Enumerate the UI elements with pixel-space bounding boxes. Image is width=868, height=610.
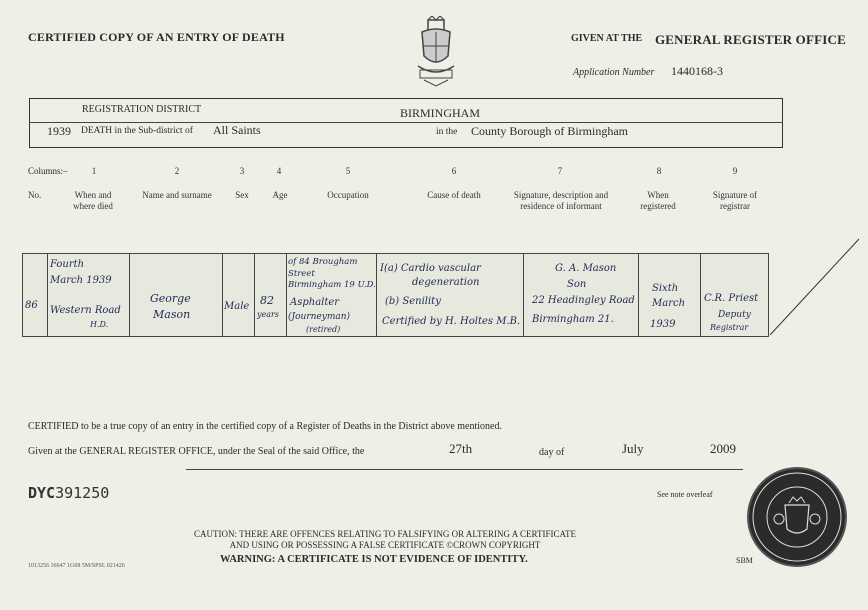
entry-cause-line: degeneration xyxy=(412,277,480,288)
column-header-age: Age xyxy=(272,190,288,200)
column-number: 5 xyxy=(345,166,351,176)
entry-cause-line: (b) Senility xyxy=(385,296,441,307)
entry-when-line: Fourth xyxy=(50,259,85,270)
caution-text xyxy=(160,529,610,551)
given-at-text: Given at the GENERAL REGISTER OFFICE, under the Seal of the said Office, the xyxy=(28,446,365,457)
certificate-title: CERTIFIED COPY OF AN ENTRY OF DEATH xyxy=(28,30,285,44)
caution-line: CAUTION: THERE ARE OFFENCES RELATING TO FALSIFYING OR ALTERING A CERTIFICATE xyxy=(194,529,576,539)
column-number: 6 xyxy=(451,166,457,176)
entry-sex: Male xyxy=(224,301,250,312)
print-code: 1013256 16647 1G08 5M/SPSL 021426 xyxy=(28,563,125,569)
column-header-registered: When registered xyxy=(640,190,676,211)
caution-line: AND USING OR POSSESSING A FALSE CERTIFICATE ©CROWN COPYRIGHT xyxy=(229,540,541,550)
entry-forename: George xyxy=(150,292,191,305)
entry-occupation: Asphalter xyxy=(290,297,340,308)
entry-age: 82 xyxy=(260,294,274,307)
application-number-label: Application Number xyxy=(573,67,655,78)
certification-statement: CERTIFIED to be a true copy of an entry in the certified copy of a Register of Deaths in the District above mentioned. xyxy=(28,421,502,432)
entry-when-line: March 1939 xyxy=(50,275,112,286)
subdistrict-label: DEATH in the Sub-district of xyxy=(81,126,193,136)
entry-occupation-detail: (retired) xyxy=(306,325,341,334)
entry-where-line: Western Road xyxy=(50,305,121,316)
identity-warning: WARNING: A CERTIFICATE IS NOT EVIDENCE OF IDENTITY. xyxy=(220,554,528,565)
serial-digits: 391250 xyxy=(55,484,110,502)
entry-informant-name: G. A. Mason xyxy=(555,263,617,274)
entry-registered-day: Sixth xyxy=(652,283,679,294)
entry-informant-address: Birmingham 21. xyxy=(532,314,614,325)
column-header-no: No. xyxy=(28,190,42,200)
general-register-office-seal xyxy=(747,467,847,567)
footer-rule xyxy=(186,469,743,470)
subdistrict-value: All Saints xyxy=(213,123,261,137)
column-number: 1 xyxy=(91,166,97,176)
column-header-name: Name and surname xyxy=(142,190,212,200)
entry-informant-address: 22 Headingley Road xyxy=(532,295,635,306)
column-number: 2 xyxy=(174,166,180,176)
issuer-prefix: GIVEN AT THE xyxy=(571,33,643,44)
cancellation-line xyxy=(767,236,862,338)
column-number: 3 xyxy=(239,166,245,176)
registration-divider xyxy=(29,122,783,123)
column-number: 7 xyxy=(557,166,563,176)
entry-registrar-title: Registrar xyxy=(710,323,749,332)
entry-registrar-title: Deputy xyxy=(718,310,751,320)
sbm-mark: SBM xyxy=(736,556,753,565)
see-note: See note overleaf xyxy=(657,490,713,499)
certification-day: 27th xyxy=(449,441,473,456)
column-header-informant: Signature, description and residence of informant xyxy=(513,190,609,211)
entry-informant-relation: Son xyxy=(567,279,587,290)
entry-registrar-name: C.R. Priest xyxy=(704,293,759,304)
column-number: 9 xyxy=(732,166,738,176)
registration-year: 1939 xyxy=(47,124,71,138)
column-number: 8 xyxy=(656,166,662,176)
entry-cause-line: I(a) Cardio vascular xyxy=(380,263,481,274)
entry-number: 86 xyxy=(25,300,38,311)
county-value: County Borough of Birmingham xyxy=(471,124,628,138)
serial-number xyxy=(28,484,109,502)
district-value: BIRMINGHAM xyxy=(400,106,481,120)
column-header-registrar: Signature of registrar xyxy=(712,190,758,211)
entry-registered-year: 1939 xyxy=(650,319,676,330)
column-header-cause: Cause of death xyxy=(427,190,481,200)
certification-year: 2009 xyxy=(710,441,736,456)
columns-label: Columns:– xyxy=(28,166,68,176)
entry-occupation-address: of 84 Brougham Street xyxy=(288,257,358,279)
serial-prefix: DYC xyxy=(28,484,56,502)
application-number: 1440168-3 xyxy=(671,64,723,78)
day-of-label: day of xyxy=(539,447,565,458)
column-header-sex: Sex xyxy=(235,190,249,200)
royal-crest-icon xyxy=(414,16,458,88)
column-header-when-where: When and where died xyxy=(73,190,113,211)
entry-where-line: H.D. xyxy=(90,320,109,329)
entry-occupation-address: Birmingham 19 U.D. xyxy=(288,280,376,290)
issuer-title: GENERAL REGISTER OFFICE xyxy=(655,32,846,47)
entry-registered-month: March xyxy=(652,298,686,309)
entry-occupation-detail: (Journeyman) xyxy=(288,312,351,322)
entry-certifier: Certified by H. Holtes M.B. xyxy=(382,316,521,327)
column-number: 4 xyxy=(276,166,282,176)
entry-surname: Mason xyxy=(153,308,191,321)
column-header-occupation: Occupation xyxy=(327,190,369,200)
certification-month: July xyxy=(622,441,644,456)
district-label: REGISTRATION DISTRICT xyxy=(82,104,202,115)
entry-age-unit: years xyxy=(257,310,279,319)
in-the-label: in the xyxy=(436,127,458,137)
